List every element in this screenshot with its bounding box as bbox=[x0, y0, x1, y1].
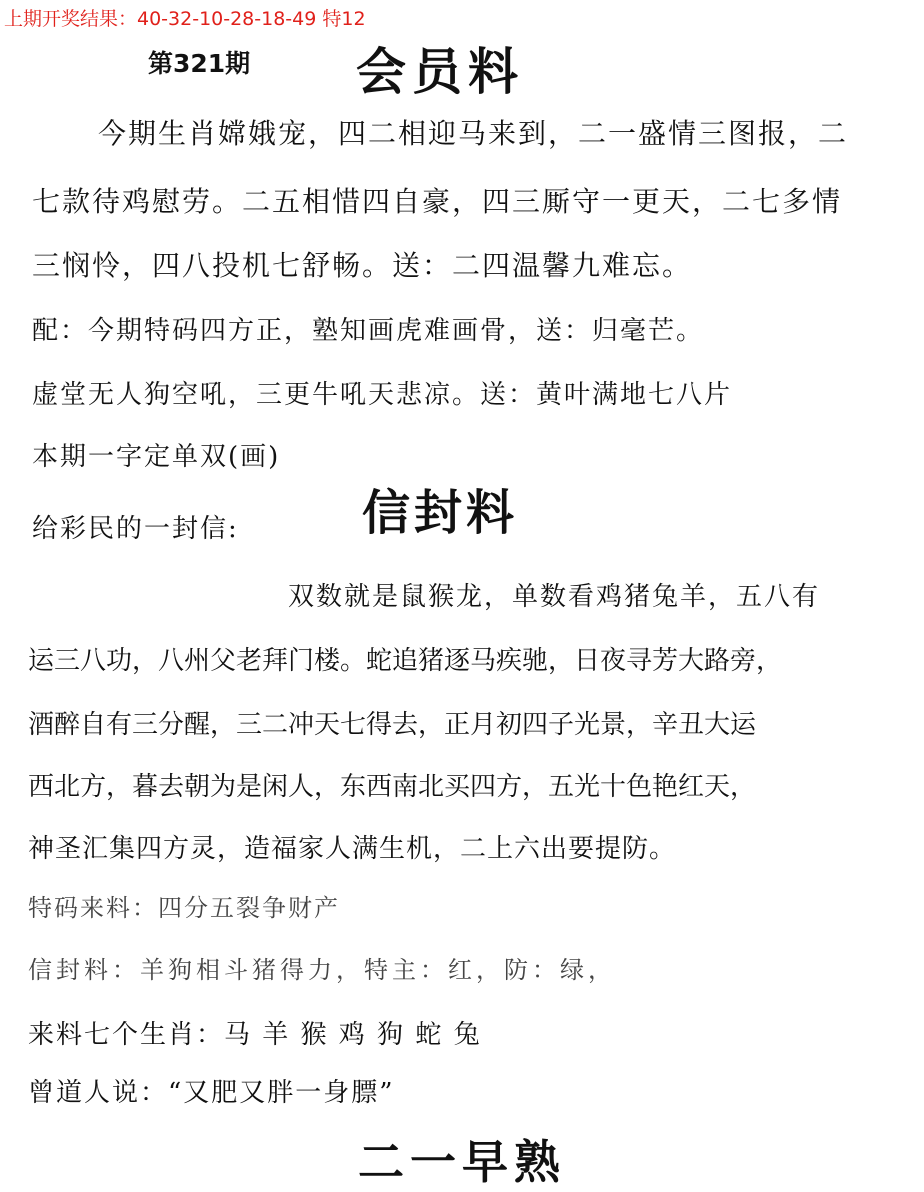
envelope-tip: 信封料：羊狗相斗猪得力，特主：红，防：绿， bbox=[28, 956, 616, 984]
odd-even-hint: 本期一字定单双(画) bbox=[32, 442, 281, 472]
title-member-tips: 会员料 bbox=[356, 43, 524, 101]
poem-line: 三悯怜，四八投机七舒畅。送：二四温馨九难忘。 bbox=[32, 249, 693, 282]
letter-heading: 给彩民的一封信: bbox=[32, 514, 239, 544]
letter-line: 酒醉自有三分醒，三二冲天七得去，正月初四子光景，辛丑大运 bbox=[28, 710, 757, 740]
letter-line: 双数就是鼠猴龙，单数看鸡猪兔羊，五八有 bbox=[288, 582, 821, 612]
last-draw-result: 上期开奖结果：40-32-10-28-18-49 特12 bbox=[4, 8, 366, 30]
special-code-tip: 特码来料：四分五裂争财产 bbox=[28, 894, 340, 922]
title-early-ripe: 二一早熟 bbox=[358, 1135, 566, 1189]
title-envelope-tips: 信封料 bbox=[362, 485, 519, 541]
taoist-saying: 曾道人说：“又肥又胖一身膘” bbox=[28, 1078, 395, 1108]
poem-line: 今期生肖嫦娥宠，四二相迎马来到，二一盛情三图报，二 bbox=[98, 117, 849, 150]
letter-line: 西北方，暮去朝为是闲人，东西南北买四方，五光十色艳红天， bbox=[28, 772, 757, 802]
letter-line: 神圣汇集四方灵，造福家人满生机，二上六出要提防。 bbox=[28, 834, 677, 864]
poem-line: 七款待鸡慰劳。二五相惜四自豪，四三厮守一更天，二七多情 bbox=[32, 185, 843, 218]
poem-line: 虚堂无人狗空吼，三更牛吼天悲凉。送：黄叶满地七八片 bbox=[32, 380, 733, 410]
letter-line: 运三八功，八州父老拜门楼。蛇追猪逐马疾驰，日夜寻芳大路旁， bbox=[28, 646, 783, 676]
pairing-line: 配：今期特码四方正，塾知画虎难画骨，送：归毫芒。 bbox=[32, 316, 705, 346]
issue-number: 第321期 bbox=[148, 49, 251, 78]
seven-zodiacs: 来料七个生肖：马 羊 猴 鸡 狗 蛇 兔 bbox=[28, 1020, 482, 1050]
